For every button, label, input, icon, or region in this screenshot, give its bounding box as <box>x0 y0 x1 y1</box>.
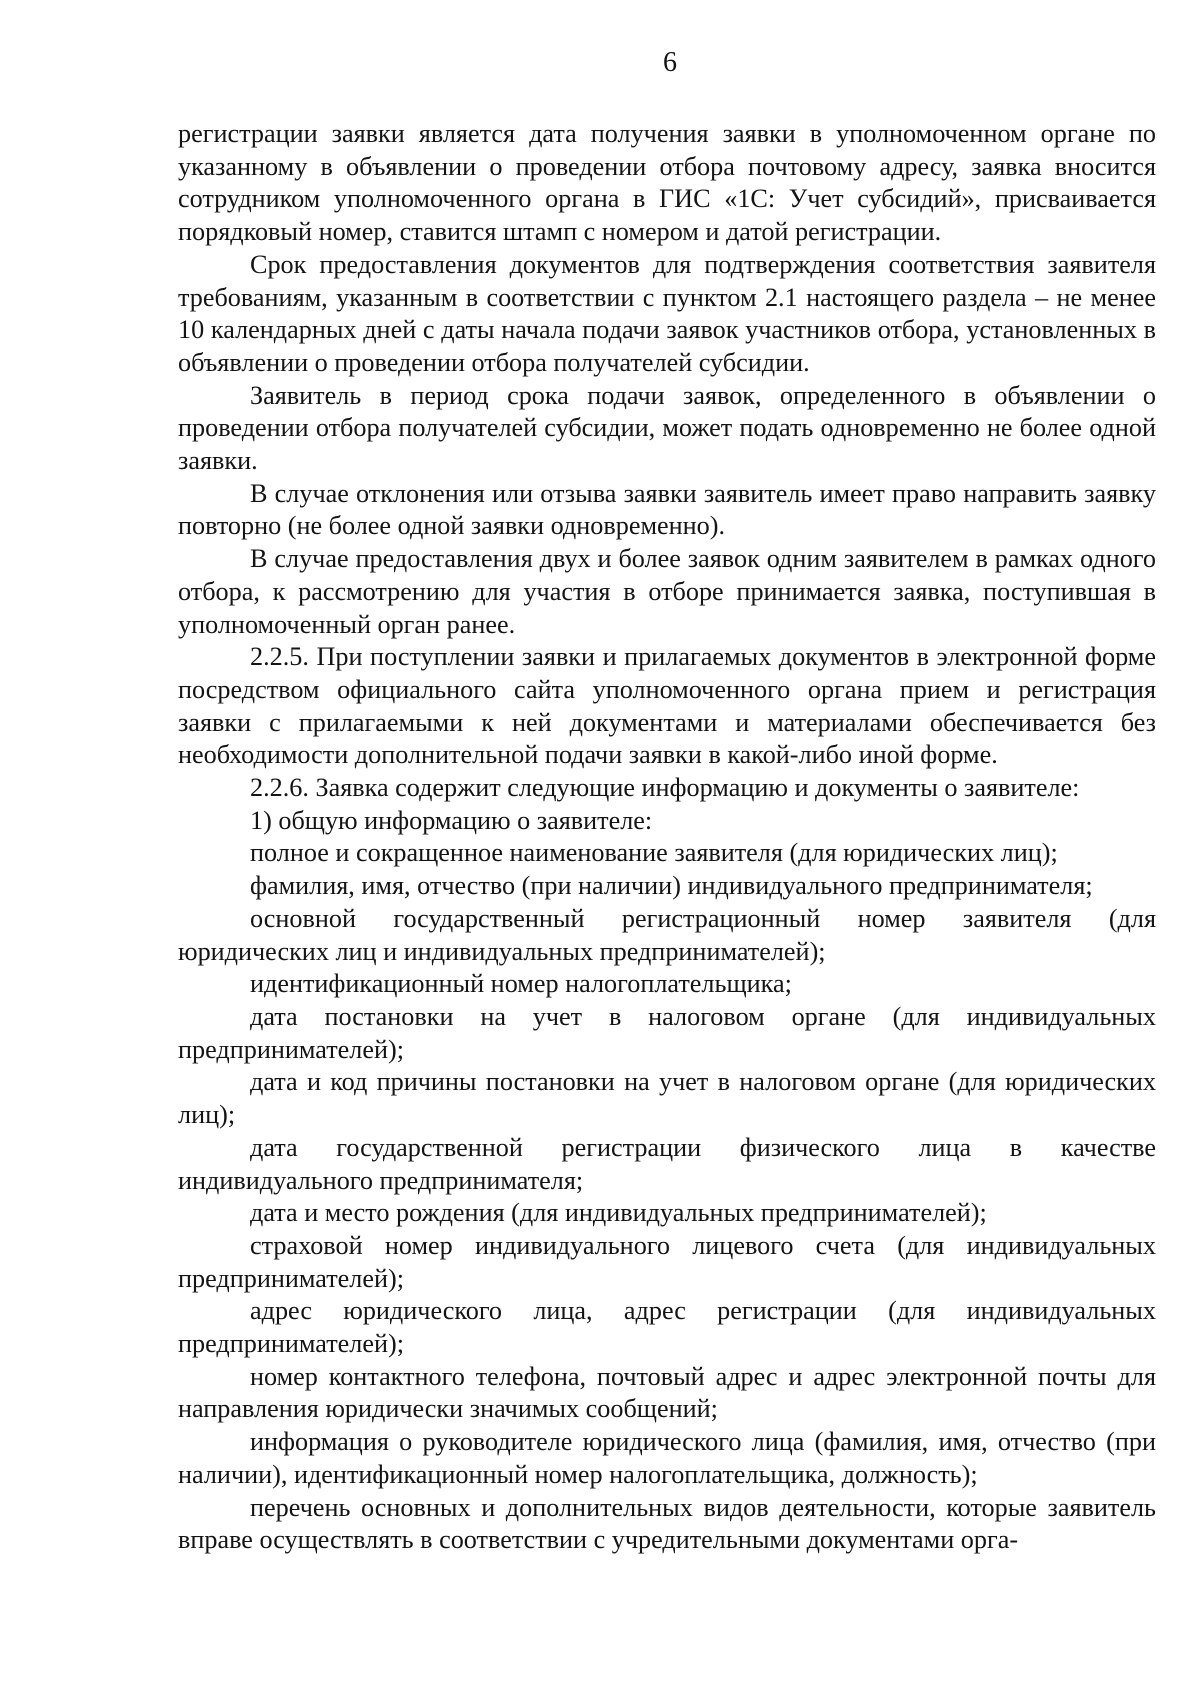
paragraph-2-2-6: 2.2.6. Заявка содержит следующие информацию и документы о заявителе: <box>250 773 1080 803</box>
list-item-inn: идентификационный номер налогоплательщика; <box>250 969 792 999</box>
document-body <box>178 118 1156 1557</box>
paragraph-2-2-5: 2.2.5. При поступлении заявки и прилагаемых документов в электронной форме посредством официального сайта уполномоченного органа прием и регистрация заявки с прилагаемыми к ней документами и материалами обеспечивается без необходимости дополнительной подачи заявки в какой-либо иной форме. <box>178 642 1156 770</box>
list-item-kpp: дата и код причины постановки на учет в налоговом органе (для юридических лиц); <box>178 1067 1156 1130</box>
list-item-snils: страховой номер индивидуального лицевого счета (для индивидуальных предпринимателей); <box>178 1230 1156 1293</box>
list-item-tax-registration-date: дата постановки на учет в налоговом органе (для индивидуальных предпринимателей); <box>178 1001 1156 1064</box>
list-item-full-name: полное и сокращенное наименование заявителя (для юридических лиц); <box>250 838 1058 868</box>
list-item-director-info: информация о руководителе юридического лица (фамилия, имя, отчество (при наличии), идентификационный номер налогоплательщика, должность); <box>178 1427 1156 1489</box>
paragraph-single-application: Заявитель в период срока подачи заявок, определенного в объявлении о проведении отбора получателей субсидии, может подать одновременно не более одной заявки. <box>178 380 1156 476</box>
list-item-birth-date-place: дата и место рождения (для индивидуальных предпринимателей); <box>250 1198 987 1228</box>
list-item-state-registration-date: дата государственной регистрации физического лица в качестве индивидуального предпринимателя; <box>178 1132 1156 1195</box>
page-number: 6 <box>663 47 677 78</box>
list-item-contacts: номер контактного телефона, почтовый адрес и адрес электронной почты для направления юридически значимых сообщений; <box>178 1361 1156 1424</box>
list-item-activities: перечень основных и дополнительных видов деятельности, которые заявитель вправе осуществлять в соответствии с учредительными документами орга- <box>178 1492 1156 1555</box>
paragraph-resubmission: В случае отклонения или отзыва заявки заявитель имеет право направить заявку повторно (не более одной заявки одновременно). <box>178 478 1156 541</box>
list-item-entrepreneur-name: фамилия, имя, отчество (при наличии) индивидуального предпринимателя; <box>250 871 1093 901</box>
list-item-address: адрес юридического лица, адрес регистрации (для индивидуальных предпринимателей); <box>178 1296 1156 1359</box>
list-item-general-info: 1) общую информацию о заявителе: <box>250 805 653 835</box>
paragraph-document-deadline: Срок предоставления документов для подтверждения соответствия заявителя требованиям, указанным в соответствии с пунктом 2.1 настоящего раздела – не менее 10 календарных дней с даты начала подачи заявок участников отбора, установленных в объявлении о проведении отбора получателей субсидии. <box>178 249 1156 377</box>
paragraph-registration-continued: регистрации заявки является дата получения заявки в уполномоченном органе по указанному в объявлении о проведении отбора почтовому адресу, заявка вносится сотрудником уполномоченного органа в ГИС «1С: Учет субсидий», присваивается порядковый номер, ставится штамп с номером и датой регистрации. <box>178 119 1156 247</box>
paragraph-multiple-applications: В случае предоставления двух и более заявок одним заявителем в рамках одного отбора, к рассмотрению для участия в отборе принимается заявка, поступившая в уполномоченный орган ранее. <box>178 544 1156 639</box>
list-item-ogrn: основной государственный регистрационный номер заявителя (для юридических лиц и индивидуальных предпринимателей); <box>178 903 1156 966</box>
